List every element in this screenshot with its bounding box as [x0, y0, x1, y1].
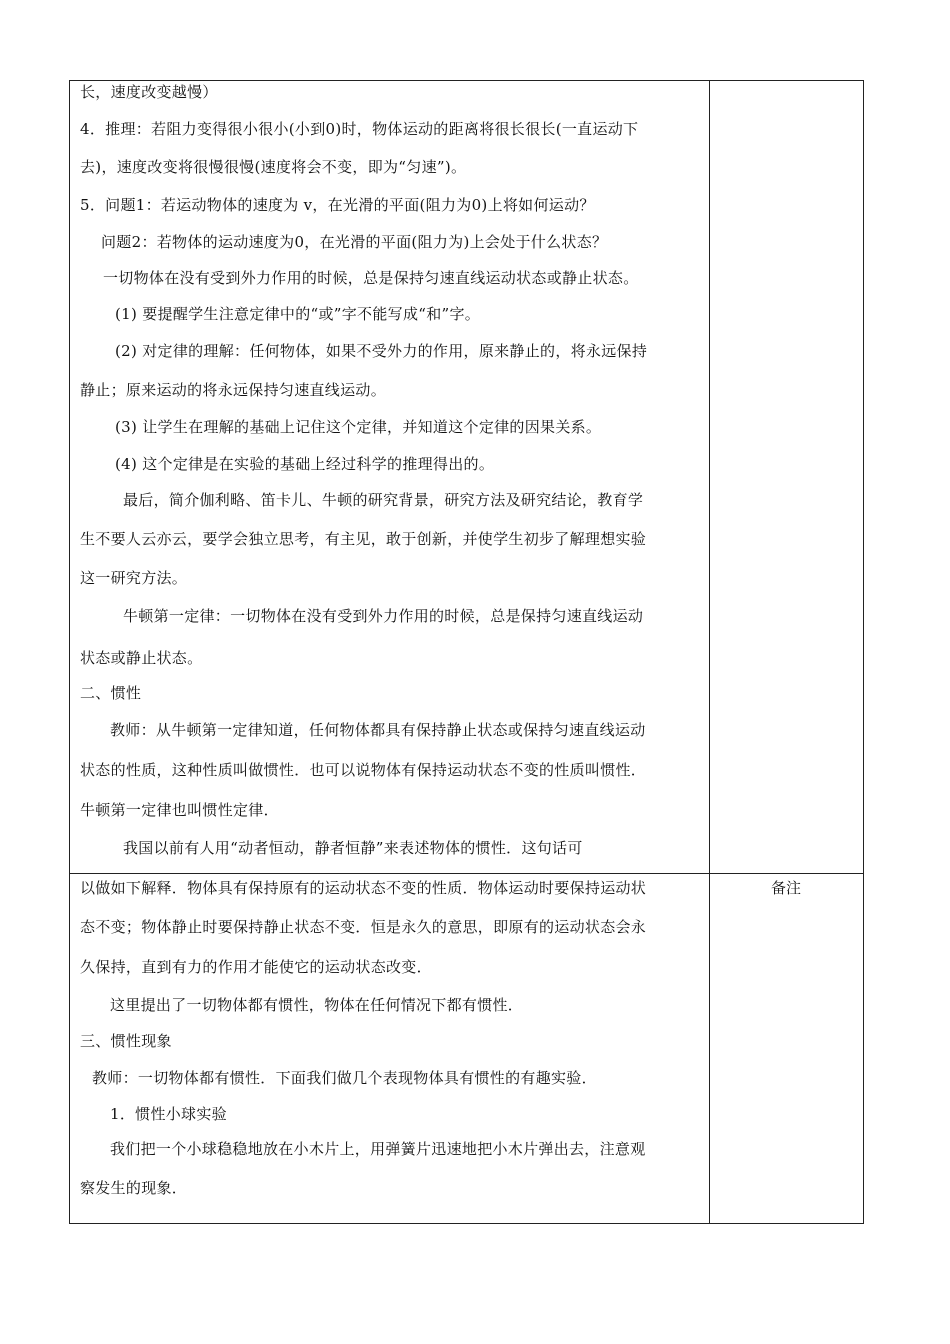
text-line: (4) 这个定律是在实验的基础上经过科学的推理得出的。: [115, 455, 495, 473]
text-line: 教师：一切物体都有惯性．下面我们做几个表现物体具有惯性的有趣实验．: [92, 1069, 597, 1087]
text-line: (1) 要提醒学生注意定律中的“或”字不能写成“和”字。: [115, 305, 481, 323]
text-line: 静止；原来运动的将永远保持匀速直线运动。: [80, 381, 387, 399]
text-line: 4．推理：若阻力变得很小很小(小到0)时，物体运动的距离将很长很长(一直运动下: [80, 120, 639, 138]
text-line: 牛顿第一定律：一切物体在没有受到外力作用的时候，总是保持匀速直线运动: [123, 607, 644, 625]
section-heading: 二、惯性: [80, 684, 142, 702]
text-line: 这一研究方法。: [80, 569, 188, 587]
remark-label: 备注: [771, 879, 802, 897]
row-divider: [69, 873, 864, 874]
text-line: (2) 对定律的理解：任何物体，如果不受外力的作用，原来静止的，将永远保持: [115, 342, 648, 360]
section-heading: 三、惯性现象: [80, 1032, 172, 1050]
text-line: 5．问题1：若运动物体的速度为 v，在光滑的平面(阻力为0)上将如何运动？: [80, 196, 595, 214]
column-divider: [709, 80, 710, 1224]
text-line: 状态或静止状态。: [80, 649, 203, 667]
text-line: 久保持，直到有力的作用才能使它的运动状态改变．: [80, 958, 432, 976]
text-line: 态不变；物体静止时要保持静止状态不变．恒是永久的意思，即原有的运动状态会永: [80, 918, 647, 936]
text-line: 生不要人云亦云，要学会独立思考，有主见，敢于创新，并使学生初步了解理想实验: [80, 530, 647, 548]
text-line: 教师：从牛顿第一定律知道，任何物体都具有保持静止状态或保持匀速直线运动: [110, 721, 646, 739]
text-line: 我国以前有人用“动者恒动，静者恒静”来表述物体的惯性．这句话可: [123, 839, 583, 857]
text-line: 我们把一个小球稳稳地放在小木片上，用弹簧片迅速地把小木片弹出去，注意观: [110, 1140, 646, 1158]
text-line: 问题2：若物体的运动速度为0，在光滑的平面(阻力为)上会处于什么状态？: [101, 233, 608, 251]
text-line: 最后，简介伽利略、笛卡儿、牛顿的研究背景，研究方法及研究结论，教育学: [123, 491, 644, 509]
text-line: (3) 让学生在理解的基础上记住这个定律，并知道这个定律的因果关系。: [115, 418, 602, 436]
text-line: 长，速度改变越慢）: [80, 83, 218, 101]
text-line: 去)，速度改变将很慢很慢(速度将会不变，即为“匀速”)。: [80, 158, 467, 176]
text-line: 一切物体在没有受到外力作用的时候，总是保持匀速直线运动状态或静止状态。: [103, 269, 639, 287]
text-line: 1．惯性小球实验: [110, 1105, 227, 1123]
text-line: 状态的性质，这种性质叫做惯性．也可以说物体有保持运动状态不变的性质叫惯性．: [80, 761, 647, 779]
text-line: 牛顿第一定律也叫惯性定律．: [80, 801, 279, 819]
text-line: 察发生的现象．: [80, 1179, 188, 1197]
text-line: 以做如下解释．物体具有保持原有的运动状态不变的性质．物体运动时要保持运动状: [80, 879, 647, 897]
text-line: 这里提出了一切物体都有惯性，物体在任何情况下都有惯性．: [110, 996, 524, 1014]
